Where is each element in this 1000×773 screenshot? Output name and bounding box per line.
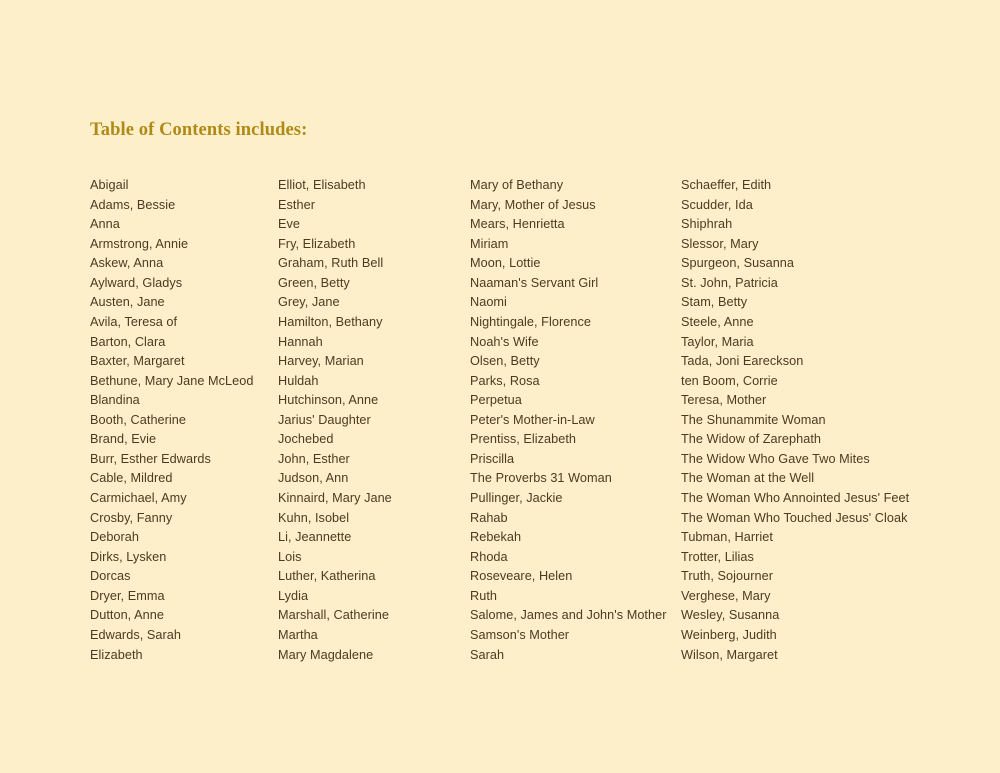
toc-entry: Green, Betty (278, 275, 350, 290)
toc-entry: Elizabeth (90, 647, 143, 662)
toc-column-2 (278, 176, 468, 665)
toc-entry: The Shunammite Woman (681, 412, 826, 427)
toc-entry: Verghese, Mary (681, 588, 771, 603)
toc-entry: Elliot, Elisabeth (278, 178, 366, 192)
toc-entry: Li, Jeannette (278, 530, 352, 545)
toc-column-4 (681, 176, 941, 665)
toc-entry: Burr, Esther Edwards (90, 451, 211, 466)
toc-entry: Roseveare, Helen (470, 569, 573, 584)
toc-entry: Priscilla (470, 451, 515, 466)
toc-entry: Brand, Evie (90, 432, 157, 447)
toc-entry: Baxter, Margaret (90, 354, 185, 369)
toc-entry: Eve (278, 217, 301, 232)
toc-entry: Mears, Henrietta (470, 217, 565, 232)
toc-entry: Anna (90, 217, 120, 232)
toc-entry: Samson's Mother (470, 627, 570, 642)
toc-entry: Rahab (470, 510, 508, 525)
toc-entry: Askew, Anna (90, 256, 164, 271)
toc-entry: Steele, Anne (681, 314, 754, 329)
toc-entry: Barton, Clara (90, 334, 166, 349)
toc-entry: Olsen, Betty (470, 354, 540, 369)
toc-entry: The Widow of Zarephath (681, 432, 822, 447)
toc-column-3 (470, 176, 678, 665)
toc-entry: Parks, Rosa (470, 373, 540, 388)
toc-entry: Trotter, Lilias (681, 549, 754, 564)
toc-entry: St. John, Patricia (681, 275, 778, 290)
toc-entry: Grey, Jane (278, 295, 340, 310)
toc-entry: Dirks, Lysken (90, 549, 167, 564)
toc-entry: Abigail (90, 178, 129, 192)
toc-entry: Jarius' Daughter (278, 412, 371, 427)
toc-entry: Fry, Elizabeth (278, 236, 356, 251)
toc-entry: Cable, Mildred (90, 471, 173, 486)
toc-entry: Stam, Betty (681, 295, 748, 310)
toc-entry: Wesley, Susanna (681, 608, 780, 623)
toc-entry: Noah's Wife (470, 334, 539, 349)
toc-entry: Carmichael, Amy (90, 491, 187, 505)
toc-entry: Spurgeon, Susanna (681, 256, 795, 271)
toc-entry: Austen, Jane (90, 295, 165, 310)
toc-entry: Jochebed (278, 432, 334, 447)
toc-entry: Shiphrah (681, 217, 733, 232)
toc-entry: Perpetua (470, 393, 522, 408)
toc-entry: Teresa, Mother (681, 393, 767, 408)
toc-entry: ten Boom, Corrie (681, 373, 778, 388)
toc-entry: Adams, Bessie (90, 197, 176, 212)
toc-entry: Martha (278, 627, 318, 642)
toc-entry: Esther (278, 197, 315, 212)
toc-entry: Mary, Mother of Jesus (470, 197, 596, 212)
toc-entry: Armstrong, Annie (90, 236, 189, 251)
toc-entry: Harvey, Marian (278, 354, 364, 369)
toc-entry: Tubman, Harriet (681, 530, 773, 545)
toc-entry: Graham, Ruth Bell (278, 256, 384, 271)
toc-entry: Booth, Catherine (90, 412, 187, 427)
toc-entry: Naaman's Servant Girl (470, 275, 599, 290)
toc-entry: Nightingale, Florence (470, 314, 591, 329)
page-title: Table of Contents includes: (90, 120, 308, 140)
toc-entry: Kuhn, Isobel (278, 510, 350, 525)
toc-entry: Peter's Mother-in-Law (470, 412, 595, 427)
toc-entry: John, Esther (278, 451, 350, 466)
toc-entry: Kinnaird, Mary Jane (278, 491, 392, 505)
toc-entry: Hannah (278, 334, 323, 349)
toc-entry: Avila, Teresa of (90, 314, 178, 329)
toc-entry: The Woman at the Well (681, 471, 815, 486)
toc-entry: Rebekah (470, 530, 522, 545)
toc-column-1 (90, 176, 276, 665)
toc-entry: Weinberg, Judith (681, 627, 777, 642)
toc-entry: Marshall, Catherine (278, 608, 389, 623)
toc-entry: Deborah (90, 530, 140, 545)
toc-entry: Salome, James and John's Mother (470, 608, 667, 623)
toc-entry: Naomi (470, 295, 507, 310)
toc-entry: Hutchinson, Anne (278, 393, 379, 408)
toc-entry: Dutton, Anne (90, 608, 164, 623)
toc-entry: Luther, Katherina (278, 569, 376, 584)
toc-entry: Prentiss, Elizabeth (470, 432, 577, 447)
toc-entry: Lois (278, 549, 302, 564)
toc-entry: Judson, Ann (278, 471, 349, 486)
toc-entry: The Proverbs 31 Woman (470, 471, 612, 486)
toc-entry: Lydia (278, 588, 309, 603)
toc-entry: Mary Magdalene (278, 647, 374, 662)
toc-entry: Mary of Bethany (470, 178, 564, 192)
toc-entry: Ruth (470, 588, 497, 603)
toc-entry: Blandina (90, 393, 140, 408)
toc-entry: Dryer, Emma (90, 588, 165, 603)
toc-entry: The Woman Who Annointed Jesus' Feet (681, 491, 910, 505)
toc-entry: Slessor, Mary (681, 236, 759, 251)
toc-entry: The Woman Who Touched Jesus' Cloak (681, 510, 908, 525)
toc-entry: Edwards, Sarah (90, 627, 181, 642)
toc-entry: Taylor, Maria (681, 334, 754, 349)
toc-entry: Moon, Lottie (470, 256, 541, 271)
toc-entry: Truth, Sojourner (681, 569, 774, 584)
toc-entry: Schaeffer, Edith (681, 178, 772, 192)
toc-entry: Bethune, Mary Jane McLeod (90, 373, 254, 388)
toc-entry: Scudder, Ida (681, 197, 753, 212)
toc-entry: Rhoda (470, 549, 508, 564)
toc-entry: Dorcas (90, 569, 131, 584)
toc-entry: Tada, Joni Eareckson (681, 354, 804, 369)
toc-entry: Pullinger, Jackie (470, 491, 563, 505)
toc-entry: Huldah (278, 373, 319, 388)
toc-entry: Miriam (470, 236, 509, 251)
toc-entry: Sarah (470, 647, 505, 662)
toc-entry: Aylward, Gladys (90, 275, 183, 290)
toc-entry: Hamilton, Bethany (278, 314, 383, 329)
toc-entry: The Widow Who Gave Two Mites (681, 451, 870, 466)
toc-entry: Wilson, Margaret (681, 647, 778, 662)
toc-entry: Crosby, Fanny (90, 510, 173, 525)
